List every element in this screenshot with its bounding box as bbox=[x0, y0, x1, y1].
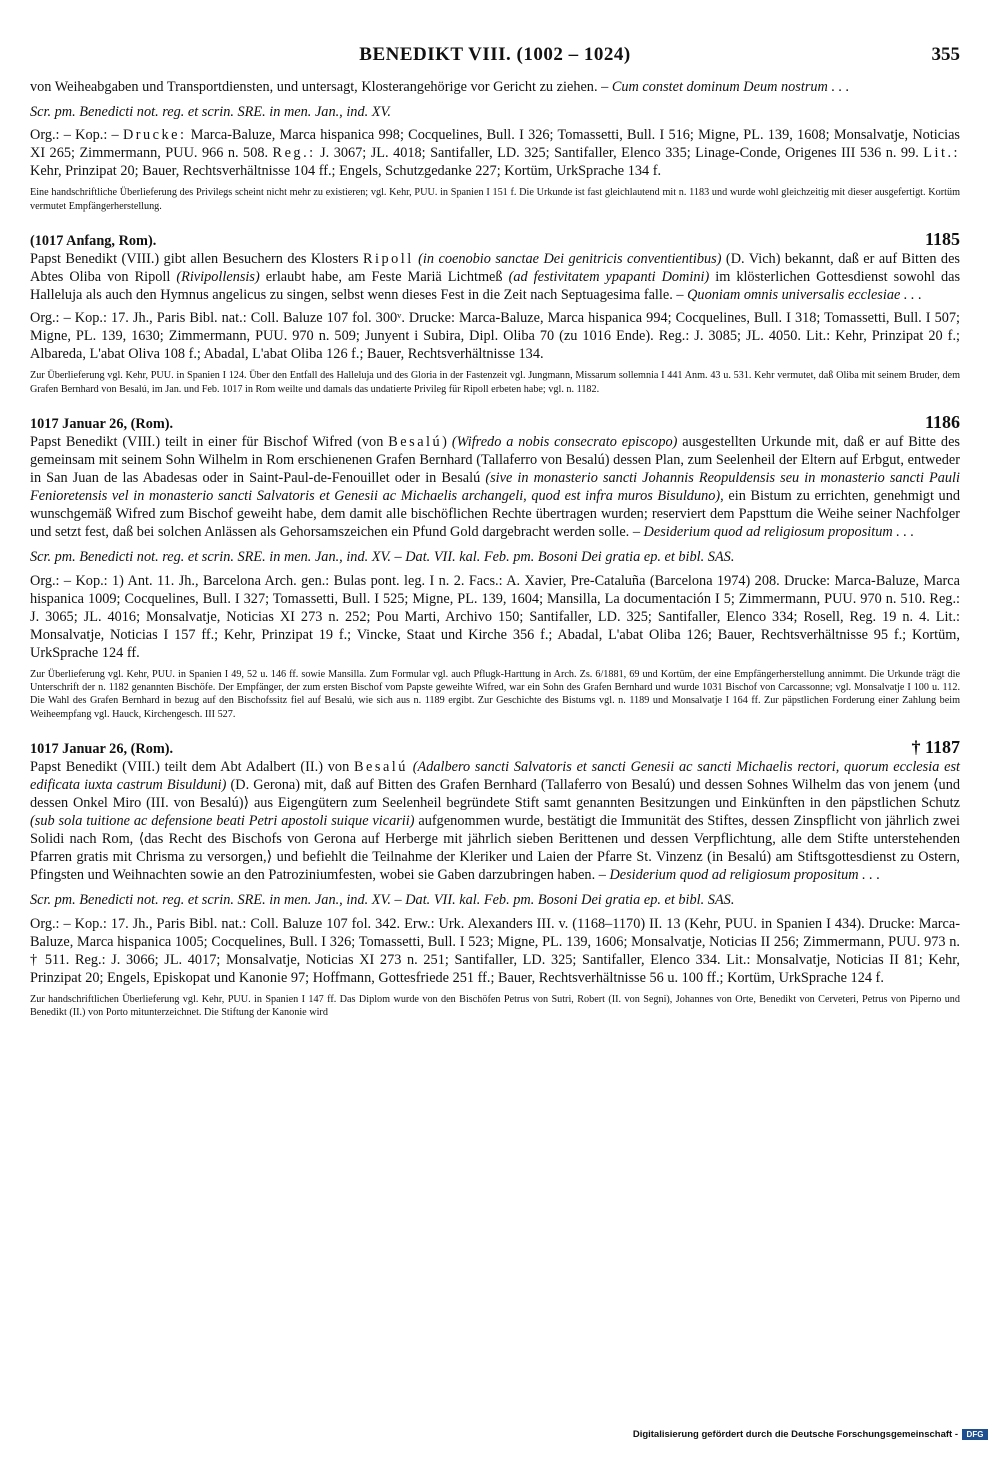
refs-label: Drucke: bbox=[122, 127, 187, 144]
latin-quote: (sive in monasterio sancti Johannis Reopuldensis seu in monasterio sancti Pauli Fenioretensis vel in monasterio sancti Salvatoris et Genesii ac Michaelis archangeli, quod est infra muros Bisulduno) bbox=[30, 470, 960, 505]
entry-1187 bbox=[30, 737, 960, 1020]
entry-heading bbox=[30, 412, 960, 433]
incipit: Desiderium quod ad religiosum propositum . . . bbox=[643, 524, 915, 541]
refs-part: Org.: – Kop.: – bbox=[30, 127, 123, 144]
footer-text: Digitalisierung gefördert durch die Deutsche Forschungsgemeinschaft - bbox=[632, 1429, 958, 1440]
commentary-note: Zur Überlieferung vgl. Kehr, PUU. in Spanien I 49, 52 u. 146 ff. sowie Mansilla. Zum Formular vgl. auch Pflugk-Harttung in Arch. Zs. 6/1881, 69 und Kortüm, der eine Empfängerherstellung annimmt. Die Urkunde trägt die Unterschrift der n. 1182 genannten Bischöfe. Der Empfänger, der zum ersten Bischof vom Papste geweihte Wifred, war ein Sohn des Grafen Bernhard und wurde 1031 Bischof von Carcassonne; vgl. Monsalvatje I 100 u. 112. Die Wahl des Grafen Bernhard in bezug auf den Bischofssitz fiel auf Besalú, wie sich aus n. 1189 ergibt. Zur Geschichte des Bistums vgl. n. 1189 und Monsalvatje I 164 ff. Zur päpstlichen Forderung einer Zahlung beim Weiheempfang vgl. Hauck, Kirchengesch. III 527. bbox=[30, 668, 960, 720]
entry-1185 bbox=[30, 229, 960, 396]
latin-quote: (Wifredo a nobis consecrato episcopo) bbox=[451, 433, 678, 450]
references: Org.: – Kop.: 1) Ant. 11. Jh., Barcelona Arch. gen.: Bulas pont. leg. I n. 2. Facs.: A. Xavier, Pre-Cataluña (Barcelona 1974) 208. Drucke: Marca-Baluze, Marca hispanica 1009; Cocquelines, Bull. I 327; Tomassetti, Bull. I 525; Migne, PL. 139, 1604; Mansilla, La documentación I 5; Zimmermann, PUU. 970 n. 510. Reg.: J. 3065; JL. 4016; Monsalvatje, Noticias XI 273 n. 252; Pou Marti, Archivo 150; Santifaller, LD. 325; Santifaller, Elenco 334; Rosell, Reg. 19 n. 4. Lit.: Monsalvatje, Noticias I 157 ff.; Kehr, Prinzipat 19 f.; Vincke, Staat und Kirche 356 f.; Abadal, L'abat Oliba 126; Bauer, Rechtsverhältnisse 95 f.; Kortüm, UrkSprache 124 ff. bbox=[30, 572, 960, 661]
regest-text-part: erlaubt habe, am Feste Mariä Lichtmeß bbox=[259, 268, 509, 285]
regest-text bbox=[30, 250, 960, 304]
incipit: Quoniam omnis universalis ecclesiae . . . bbox=[687, 287, 922, 304]
refs-part: Kehr, Prinzipat 20; Bauer, Rechtsverhältnisse 104 ff.; Engels, Schutzgedanke 227; Kortüm, UrkSprache 134 f. bbox=[30, 163, 662, 180]
refs-label: Reg.: bbox=[272, 145, 316, 162]
entry-date: (1017 Anfang, Rom). bbox=[30, 232, 157, 249]
regest-text bbox=[30, 433, 960, 542]
latin-quote: (sub sola tuitione ac defensione beati Petri apostoli suique vicarii) bbox=[30, 813, 415, 830]
running-title: BENEDIKT VIII. (1002 – 1024) bbox=[359, 44, 631, 65]
references bbox=[30, 126, 960, 180]
document-page bbox=[30, 44, 960, 1424]
incipit: Cum constet dominum Deum nostrum . . . bbox=[611, 79, 850, 95]
entry-heading bbox=[30, 229, 960, 250]
latin-quote: (Rivipollensis) bbox=[176, 268, 260, 285]
refs-label: Lit.: bbox=[923, 145, 961, 162]
entry-number: 1186 bbox=[924, 411, 960, 432]
regest-text bbox=[30, 78, 960, 96]
regest-text-part: Papst Benedikt (VIII.) teilt in einer für Bischof Wifred (von bbox=[30, 433, 389, 450]
references: Org.: – Kop.: 17. Jh., Paris Bibl. nat.: Coll. Baluze 107 fol. 300ᵛ. Drucke: Marca-Baluze, Marca hispanica 994; Cocquelines, Bull. I 318; Tomassetti, Bull. I 507; Migne, PL. 139, 1630; Zimmermann, PUU. 970 n. 509; Junyent i Subira, Dipl. Oliba 70 (zu 1016 Ende). Reg.: J. 3085; JL. 4050. Lit.: Kehr, Prinzipat 20 f.; Albareda, L'abat Oliva 108 f.; Abadal, L'abat Oliba 126 f.; Bauer, Rechtsverhältnisse 134. bbox=[30, 310, 960, 363]
script-line: Scr. pm. Benedicti not. reg. et scrin. SRE. in men. Jan., ind. XV. bbox=[30, 104, 391, 121]
regest-text-part: Papst Benedikt (VIII.) teilt dem Abt Adalbert (II.) von bbox=[30, 758, 354, 775]
regest-text-part: ausgestellten Urkunde mit, daß er auf Bitte des gemeinsam mit seinem Sohn Wilhelm in Rom erschienenen Grafen Bernhard (Tallaferro von Besalú) dessen Plan, zum Seelenheil der Eltern auf Erbgut, entweder in San Juan de las Abadesas oder in Saint-Paul-de-Fenouillet oder in Besalú bbox=[30, 433, 960, 487]
latin-quote: (Adalbero sancti Salvatoris et sancti Genesii ac sancti Michaelis rectori, quorum ecclesia est edificata iuxta castrum Bisulduni) bbox=[30, 758, 960, 793]
entry-1186 bbox=[30, 412, 960, 721]
regest-text-part: (D. Gerona) mit, daß auf Bitten des Grafen Bernhard (Tallaferro von Besalú) und dessen Sohnes Wilhelm das von jenem ⟨und dessen Onkel Miro (III. von Besalú)⟩ aus Eigengütern zum Seelenheil begründete Stift samt genannten Besitzungen und Einkünften in den päpstlichen Schutz bbox=[30, 776, 960, 811]
regest-text-part: im klösterlichen Gottesdienst sowohl das Halleluja als auch den Hymnus angelicus zu singen, selbst wenn dieses Fest in die Zeit nach Septuagesima falle. – bbox=[30, 268, 961, 304]
commentary-note: Zur Überlieferung vgl. Kehr, PUU. in Spanien I 124. Über den Entfall des Halleluja und des Gloria in der Fastenzeit vgl. Jungmann, Missarum sollemnia I 441 Anm. 43 u. 531. Kehr vermutet, daß Oliba mit seinem Bruder, dem Grafen Bernhard von Besalú, im Jan. und Feb. 1017 in Rom weilte und damals das undatierte Privileg für Ripoll erbeten habe; vgl. n. 1182. bbox=[30, 370, 960, 395]
regest-text bbox=[30, 758, 960, 885]
references: Org.: – Kop.: 17. Jh., Paris Bibl. nat.: Coll. Baluze 107 fol. 342. Erw.: Urk. Alexanders III. v. (1168–1170) II. 13 (Kehr, PUU. in Spanien I 434). Drucke: Marca-Baluze, Marca hispanica 1005; Cocquelines, Bull. I 326; Tomassetti, Bull. I 523; Migne, PL. 139, 1606; Monsalvatje, Noticias II 256; Zimmermann, PUU. 973 n. † 511. Reg.: J. 3066; JL. 4017; Monsalvatje, Noticias XI 273 n. 251; Santifaller, LD. 325; Santifaller, Elenco 334. Lit.: Monsalvatje, Noticias II 81; Kehr, Prinzipat 20; Engels, Episkopat und Kanonie 97; Hoffmann, Gottesfriede 251 ff.; Bauer, Rechtsverhältnisse 56 u. 100 ff.; Kortüm, UrkSprache 124 f. bbox=[30, 915, 960, 986]
commentary-note: Zur handschriftlichen Überlieferung vgl. Kehr, PUU. in Spanien I 147 ff. Das Diplom wurde von den Bischöfen Petrus von Sutri, Robert (II. von Segni), Johannes von Orte, Benedikt von Cerveteri, Petrus von Piperno und Benedikt (II.) von Porto mitunterzeichnet. Die Stiftung der Kanonie wird bbox=[30, 993, 960, 1019]
entry-date: 1017 Januar 26, (Rom). bbox=[30, 415, 174, 432]
regest-text-part: Papst Benedikt (VIII.) gibt allen Besuchern des Klosters bbox=[30, 250, 363, 267]
regest-text-part: , ein Bistum zu errichten, genehmigt und wunschgemäß Wifred zum Bischof geweiht habe, dem damit alle bischöflichen Rechte übertragen wurden; reserviert dem Papsttum die Weihe seiner Nachfolger und setzt fest, daß bei solchen Anlässen als Gehorsamszeichen ein Pfund Gold dargebracht werden solle. – bbox=[30, 488, 961, 541]
refs-part: J. 3067; JL. 4018; Santifaller, LD. 325; Santifaller, Elenco 335; Linage-Conde, Origenes III 536 n. 99. bbox=[315, 145, 924, 162]
script-line: Scr. pm. Benedicti not. reg. et scrin. SRE. in men. Jan., ind. XV. – Dat. VII. kal. Feb. pm. Bosoni Dei gratia ep. et bibl. SAS. bbox=[30, 549, 735, 566]
dfg-logo-icon: DFG bbox=[962, 1429, 988, 1440]
latin-quote: (ad festivitatem ypapanti Domini) bbox=[508, 268, 710, 285]
entry-heading bbox=[30, 737, 960, 758]
dfg-footer bbox=[633, 1429, 988, 1440]
regest-text-part: ) bbox=[442, 433, 452, 450]
page-number: 355 bbox=[931, 44, 960, 65]
commentary-note: Eine handschriftliche Überlieferung des Privilegs scheint nicht mehr zu existieren; vgl. Kehr, PUU. in Spanien I 151 f. Die Urkunde ist fast gleichlautend mit n. 1183 und wurde wohl gleichzeitig mit dieser ausgefertigt. Kortüm vermutet Empfängerherstellung. bbox=[30, 187, 960, 212]
place-name: Besalú bbox=[388, 433, 443, 450]
place-name: Ripoll bbox=[362, 250, 414, 267]
running-head bbox=[30, 44, 960, 78]
place-name: Besalú bbox=[354, 758, 408, 775]
refs-part: Marca-Baluze, Marca hispanica 998; Cocquelines, Bull. I 326; Tomassetti, Bull. I 516; Migne, PL. 139, 1608; Monsalvatje, Noticias XI 265; Zimmermann, PUU. 966 n. 508. bbox=[30, 127, 960, 162]
regest-text-part: (D. Vich) bekannt, daß er auf Bitten des Abtes Oliba von Ripoll bbox=[30, 250, 960, 285]
entry-number: 1185 bbox=[924, 228, 960, 249]
regest-text-part: aufgenommen wurde, bestätigt die Immunität des Stiftes, dessen Zinspflicht von jährlich zwei Solidi nach Rom, ⟨das Recht des Bischofs von Gerona auf Herberge mit jährlich sieben Berittenen und dessen Verpflichtung, alle dem Stifte unterstehenden Pfarren gratis mit Chrisma zu versorgen,⟩ und befiehlt die Teilnahme der Kleriker und Laien der Pfarre St. Vinzenz (in Besalú) am Stiftsgottesdienst zu Ostern, Pfingsten und Weihnachten sowie an den Patroziniumfesten, wobei sie Gaben darzubringen haben. – bbox=[30, 813, 960, 884]
entry-continuation bbox=[30, 78, 960, 213]
entry-date: 1017 Januar 26, (Rom). bbox=[30, 740, 174, 757]
script-line: Scr. pm. Benedicti not. reg. et scrin. SRE. in men. Jan., ind. XV. – Dat. VII. kal. Feb. pm. Bosoni Dei gratia ep. et bibl. SAS. bbox=[30, 892, 735, 909]
regest-text-part: von Weiheabgaben und Transportdiensten, und untersagt, Klosterangehörige vor Gericht zu ziehen. – bbox=[30, 79, 612, 95]
latin-quote: (in coenobio sanctae Dei genitricis conventientibus) bbox=[418, 250, 722, 267]
entry-number: † 1187 bbox=[911, 736, 960, 757]
incipit: Desiderium quod ad religiosum propositum . . . bbox=[609, 867, 881, 884]
